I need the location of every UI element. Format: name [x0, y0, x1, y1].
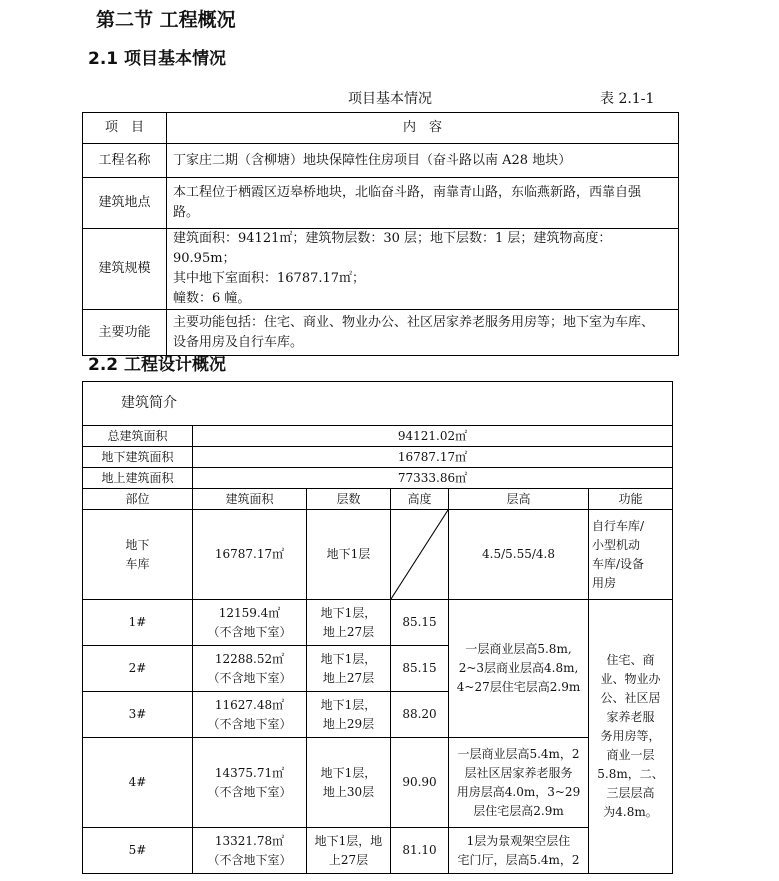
building-floors: 地下1层， 地上30层 — [307, 738, 391, 828]
table-number: 表 2.1-1 — [600, 91, 655, 107]
garage-function: 自行车库/ 小型机动 车库/设备 用房 — [589, 510, 673, 600]
summary-label: 地下建筑面积 — [83, 447, 193, 468]
table-row — [83, 738, 673, 828]
row-content: 建筑面积：94121㎡；建筑物层数：30 层；地下层数：1 层；建筑物高度：90.95m； 其中地下室面积：16787.17㎡； 幢数：6 幢。 — [167, 229, 679, 310]
summary-value: 94121.02㎡ — [193, 426, 673, 447]
section-title: 第二节 工程概况 — [96, 9, 236, 31]
building-floors: 地下1层， 地上27层 — [307, 600, 391, 646]
table-row — [83, 600, 673, 646]
diagonal-line — [391, 510, 448, 599]
floor-height-4: 一层商业层高5.4m，2 层社区居家养老服务 用房层高4.0m，3~29 层住宅层高2.9m — [449, 738, 589, 828]
project-basic-table — [82, 112, 679, 356]
building-floors: 地下1层， 地上29层 — [307, 692, 391, 738]
building-part: 4# — [83, 738, 193, 828]
row-label: 建筑地点 — [83, 178, 167, 229]
summary-value: 16787.17㎡ — [193, 447, 673, 468]
building-height: 88.20 — [391, 692, 449, 738]
building-part: 1# — [83, 600, 193, 646]
table-title: 建筑简介 — [83, 382, 673, 426]
table-row — [83, 510, 673, 600]
col-header-part: 部位 — [83, 489, 193, 510]
col-header-floors: 层数 — [307, 489, 391, 510]
col-header-area: 建筑面积 — [193, 489, 307, 510]
header-content: 内 容 — [167, 113, 679, 144]
summary-label: 地上建筑面积 — [83, 468, 193, 489]
floor-height-group: 一层商业层高5.8m, 2~3层商业层高4.8m, 4~27层住宅层高2.9m — [449, 600, 589, 738]
row-content: 丁家庄二期（含柳塘）地块保障性住房项目（奋斗路以南 A28 地块） — [167, 144, 679, 178]
row-label: 工程名称 — [83, 144, 167, 178]
summary-label: 总建筑面积 — [83, 426, 193, 447]
garage-height-empty — [391, 510, 449, 600]
building-area: 11627.48㎡ （不含地下室） — [193, 692, 307, 738]
garage-part: 地下 车库 — [83, 510, 193, 600]
building-height: 81.10 — [391, 828, 449, 874]
garage-floors: 地下1层 — [307, 510, 391, 600]
building-height: 85.15 — [391, 646, 449, 692]
building-floors: 地下1层，地 上27层 — [307, 828, 391, 874]
building-area: 14375.71㎡ （不含地下室） — [193, 738, 307, 828]
garage-floor-height: 4.5/5.55/4.8 — [449, 510, 589, 600]
col-header-function: 功能 — [589, 489, 673, 510]
design-overview-table — [82, 381, 673, 874]
table-row — [83, 828, 673, 874]
col-header-height: 高度 — [391, 489, 449, 510]
building-part: 3# — [83, 692, 193, 738]
building-area: 12159.4㎡ （不含地下室） — [193, 600, 307, 646]
garage-area: 16787.17㎡ — [193, 510, 307, 600]
subsection-title-2-2: 2.2 工程设计概况 — [88, 355, 227, 375]
building-height: 90.90 — [391, 738, 449, 828]
row-label: 建筑规模 — [83, 229, 167, 310]
header-item: 项 目 — [83, 113, 167, 144]
col-header-floor-height: 层高 — [449, 489, 589, 510]
building-part: 5# — [83, 828, 193, 874]
summary-value: 77333.86㎡ — [193, 468, 673, 489]
row-label: 主要功能 — [83, 310, 167, 356]
row-content: 本工程位于栖霞区迈皋桥地块，北临奋斗路，南靠青山路，东临燕新路，西靠自强 路。 — [167, 178, 679, 229]
function-group: 住宅、商 业、物业办 公、社区居 家养老服 务用房等， 商业一层 5.8m，二、 三层层高 为4.8m。 — [589, 600, 673, 874]
building-part: 2# — [83, 646, 193, 692]
table-caption: 项目基本情况 — [348, 91, 432, 107]
subsection-title-2-1: 2.1 项目基本情况 — [88, 49, 227, 69]
row-content: 主要功能包括：住宅、商业、物业办公、社区居家养老服务用房等；地下室为车库、 设备用房及自行车库。 — [167, 310, 679, 356]
building-area: 13321.78㎡ （不含地下室） — [193, 828, 307, 874]
building-area: 12288.52㎡ （不含地下室） — [193, 646, 307, 692]
building-height: 85.15 — [391, 600, 449, 646]
floor-height-5: 1层为景观架空层住 宅门厅，层高5.4m，2 — [449, 828, 589, 874]
building-floors: 地下1层， 地上27层 — [307, 646, 391, 692]
